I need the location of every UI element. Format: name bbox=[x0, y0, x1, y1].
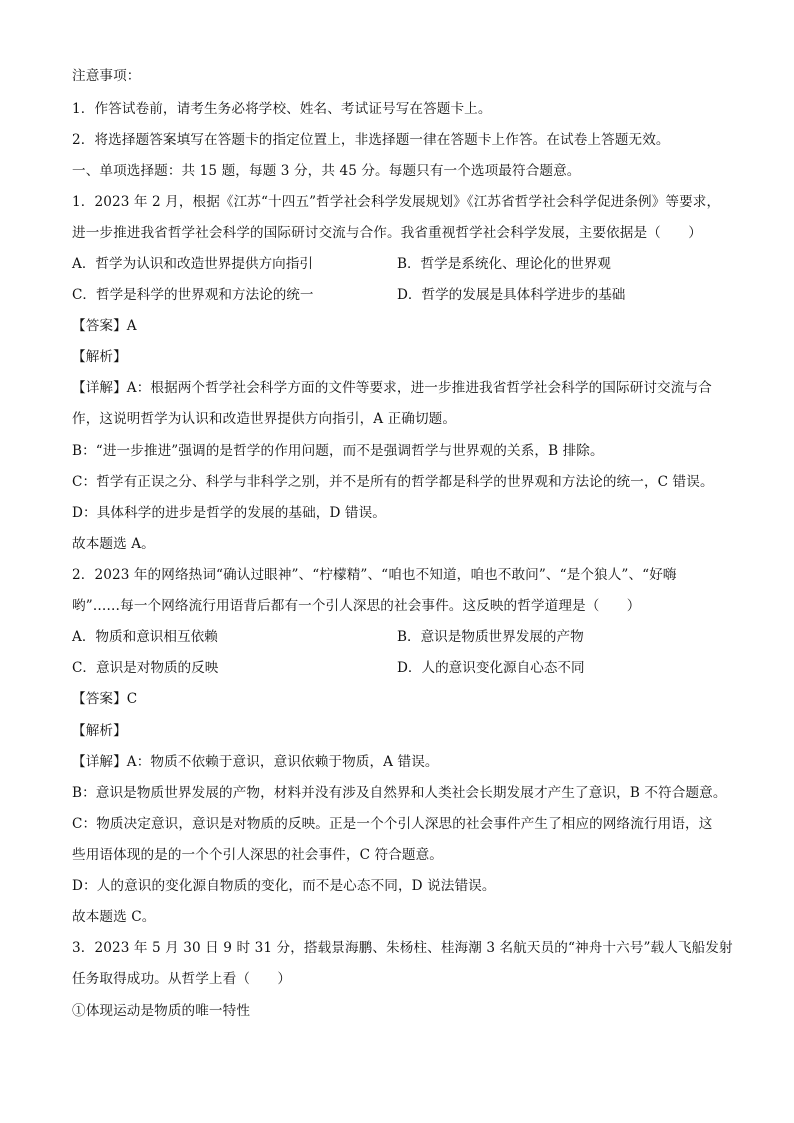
notice-item-1: 1．作答试卷前，请考生务必将学校、姓名、考试证号写在答题卡上。 bbox=[72, 101, 492, 117]
q1-detail-line-1: 【详解】A：根据两个哲学社会科学方面的文件等要求，进一步推进我省哲学社会科学的国际研讨交流与合 bbox=[72, 380, 712, 396]
q1-analysis-heading: 【解析】 bbox=[72, 349, 127, 365]
q2-stem-line-2: 哟”……每一个网络流行用语背后都有一个引人深思的社会事件。这反映的哲学道理是（ ） bbox=[72, 598, 641, 614]
q2-conclusion: 故本题选 C。 bbox=[72, 909, 156, 925]
q2-detail-d: D：人的意识的变化源自物质的变化，而不是心态不同，D 说法错误。 bbox=[72, 878, 496, 894]
q2-option-c: C．意识是对物质的反映 bbox=[72, 660, 219, 676]
q1-stem-line-2: 进一步推进我省哲学社会科学的国际研讨交流与合作。我省重视哲学社会科学发展，主要依据是（ ） bbox=[72, 225, 702, 241]
section-title: 一、单项选择题：共 15 题，每题 3 分，共 45 分。每题只有一个选项最符合题意。 bbox=[72, 163, 581, 179]
q3-item-1: ①体现运动是物质的唯一特性 bbox=[72, 1003, 251, 1019]
q1-detail-c: C：哲学有正误之分、科学与非科学之别，并不是所有的哲学都是科学的世界观和方法论的统一，C 错误。 bbox=[72, 474, 714, 490]
q1-option-c: C．哲学是科学的世界观和方法论的统一 bbox=[72, 287, 314, 303]
q1-option-a: A．哲学为认识和改造世界提供方向指引 bbox=[72, 256, 313, 272]
q2-option-a: A．物质和意识相互依赖 bbox=[72, 629, 218, 645]
q1-option-b: B．哲学是系统化、理论化的世界观 bbox=[397, 256, 611, 272]
q2-option-b: B．意识是物质世界发展的产物 bbox=[397, 629, 584, 645]
q2-option-d: D．人的意识变化源自心态不同 bbox=[397, 660, 585, 676]
q3-stem-line-2: 任务取得成功。从哲学上看（ ） bbox=[72, 971, 292, 987]
q2-detail-b: B：意识是物质世界发展的产物，材料并没有涉及自然界和人类社会长期发展才产生了意识，B 不符合题意。 bbox=[72, 785, 727, 801]
q1-option-d: D．哲学的发展是具体科学进步的基础 bbox=[397, 287, 626, 303]
notice-title: 注意事项： bbox=[72, 68, 141, 84]
q3-stem-line-1: 3．2023 年 5 月 30 日 9 时 31 分，搭载景海鹏、朱杨柱、桂海潮 3 名航天员的“神舟十六号”载人飞船发射 bbox=[72, 940, 733, 956]
notice-item-2: 2．将选择题答案填写在答题卡的指定位置上，非选择题一律在答题卡上作答。在试卷上答题无效。 bbox=[72, 132, 670, 148]
q2-answer: 【答案】C bbox=[72, 691, 138, 707]
q1-stem-line-1: 1．2023 年 2 月，根据《江苏“十四五”哲学社会科学发展规划》《江苏省哲学社会科学促进条例》等要求， bbox=[72, 194, 721, 210]
q1-detail-line-2: 作，这说明哲学为认识和改造世界提供方向指引，A 正确切题。 bbox=[72, 411, 457, 427]
q1-conclusion: 故本题选 A。 bbox=[72, 536, 155, 552]
q1-detail-d: D：具体科学的进步是哲学的发展的基础，D 错误。 bbox=[72, 505, 386, 521]
q1-answer: 【答案】A bbox=[72, 318, 137, 334]
q2-detail-a: 【详解】A：物质不依赖于意识，意识依赖于物质，A 错误。 bbox=[72, 754, 439, 770]
q2-stem-line-1: 2．2023 年的网络热词“确认过眼神”、“柠檬精”、“咱也不知道，咱也不敢问”、“是个狼人”、“好嗨 bbox=[72, 567, 677, 583]
q1-detail-b: B：“进一步推进”强调的是哲学的作用问题，而不是强调哲学与世界观的关系，B 排除。 bbox=[72, 443, 604, 459]
q2-detail-c-line-2: 些用语体现的是的一个个引人深思的社会事件，C 符合题意。 bbox=[72, 847, 443, 863]
q2-analysis-heading: 【解析】 bbox=[72, 723, 127, 739]
q2-detail-c-line-1: C：物质决定意识，意识是对物质的反映。正是一个个引人深思的社会事件产生了相应的网络流行用语，这 bbox=[72, 816, 713, 832]
